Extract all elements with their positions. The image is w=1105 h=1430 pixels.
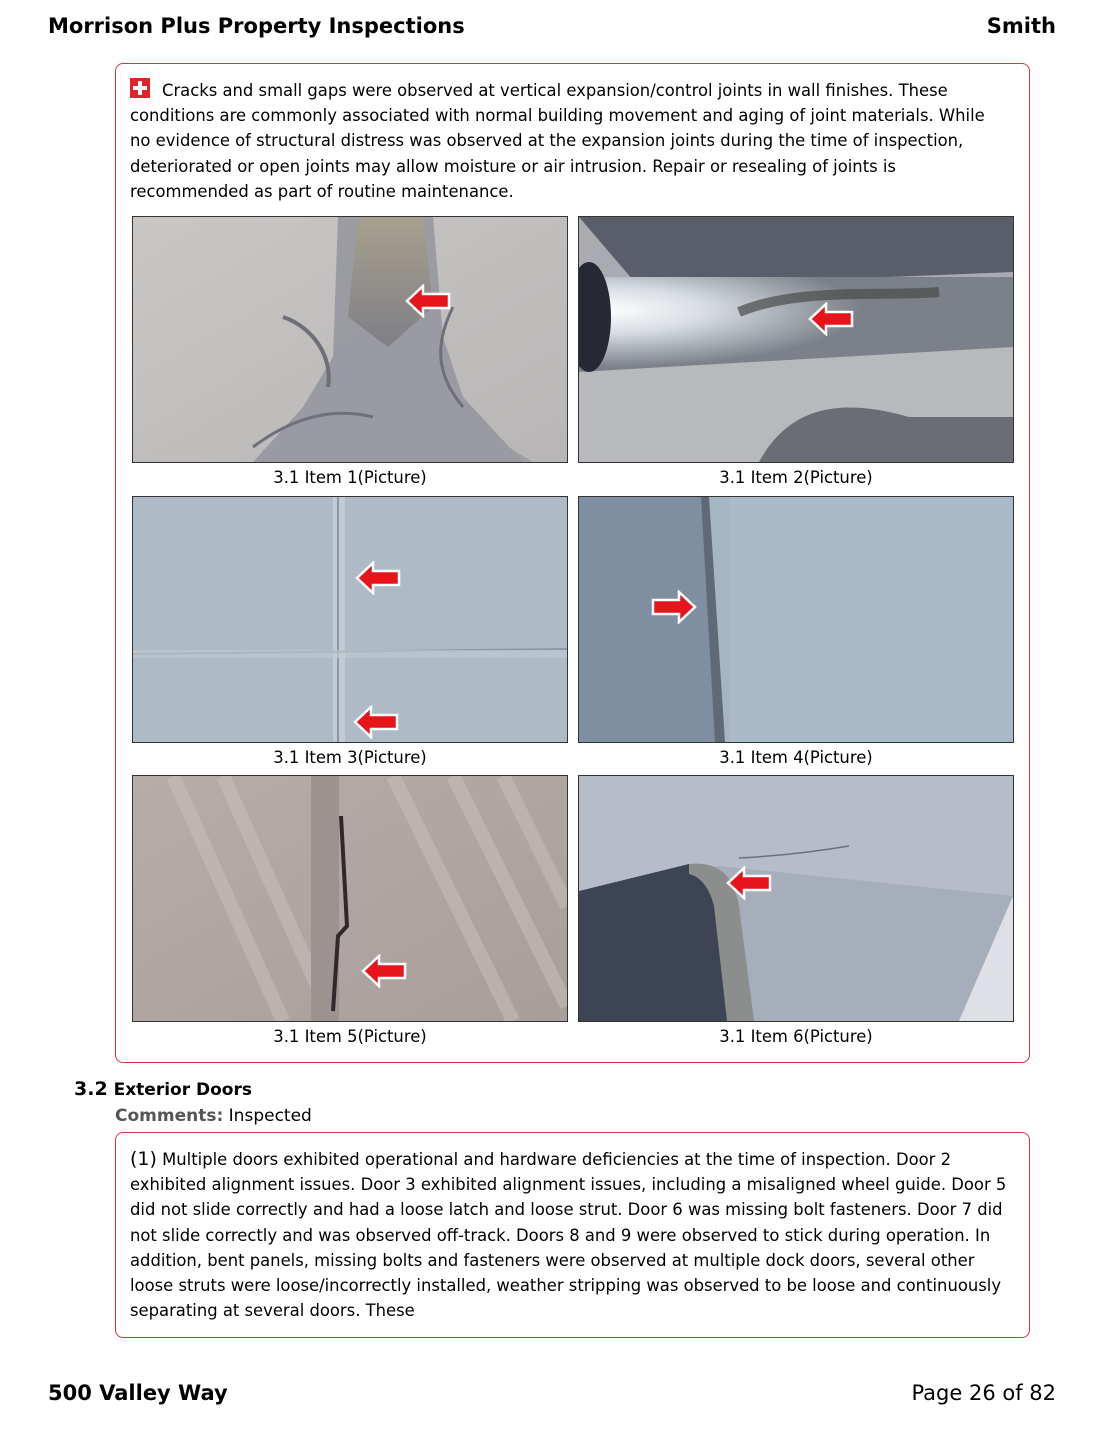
photo-item-6[interactable] <box>578 775 1014 1022</box>
comments-label: Comments: <box>115 1106 224 1126</box>
section-title: Exterior Doors <box>113 1080 252 1100</box>
red-arrow-left-icon <box>353 705 399 739</box>
photo-item-4[interactable] <box>578 496 1014 743</box>
comments-line <box>115 1106 312 1126</box>
red-arrow-left-icon <box>808 302 854 336</box>
company-name: Morrison Plus Property Inspections <box>48 14 465 38</box>
red-arrow-left-icon <box>726 866 772 900</box>
red-arrow-left-icon <box>355 561 401 595</box>
section-number: 3.2 <box>74 1078 108 1100</box>
red-arrow-right-icon <box>651 590 697 624</box>
defect-box-expansion-joints <box>115 63 1030 1063</box>
defect-description <box>130 1147 1009 1323</box>
defect-text: Multiple doors exhibited operational and hardware deficiencies at the time of inspection. Door 2 exhibited alignment issues. Door 3 exhibited alignment issues, including a misaligned wheel guide. Door 5 did not slide correctly and had a loose latch and loose strut. Door 6 was missing bolt fasteners. Door 7 did not slide correctly and was observed off-track. Doors 8 and 9 were observed to stick during operation. In addition, bent panels, missing bolts and fasteners were observed at multiple dock doors, several other loose struts were loose/incorrectly installed, weather stripping was observed to be loose and continuously separating at several doors. These <box>130 1150 1007 1321</box>
photo-caption: 3.1 Item 6(Picture) <box>719 1027 873 1046</box>
photo-caption: 3.1 Item 5(Picture) <box>273 1027 427 1046</box>
photo-caption: 3.1 Item 1(Picture) <box>273 468 427 487</box>
red-arrow-left-icon <box>405 284 451 318</box>
page-number: Page 26 of 82 <box>911 1381 1056 1405</box>
item-number: (1) <box>130 1148 157 1170</box>
defect-description <box>130 78 1009 204</box>
red-cross-flag-icon <box>130 78 150 98</box>
photo-item-2[interactable] <box>578 216 1014 463</box>
photo-item-3[interactable] <box>132 496 568 743</box>
photo-item-1[interactable] <box>132 216 568 463</box>
property-address: 500 Valley Way <box>48 1381 228 1405</box>
client-name: Smith <box>986 14 1056 38</box>
defect-text: Cracks and small gaps were observed at vertical expansion/control joints in wall finishes. These conditions are commonly associated with normal building movement and aging of joint materials. While no evidence of structural distress was observed at the expansion joints during the time of inspection, deteriorated or open joints may allow moisture or air intrusion. Repair or resealing of joints is recommended as part of routine maintenance. <box>130 81 985 201</box>
red-arrow-left-icon <box>361 954 407 988</box>
photo-caption: 3.1 Item 4(Picture) <box>719 748 873 767</box>
photo-caption: 3.1 Item 2(Picture) <box>719 468 873 487</box>
photo-item-5[interactable] <box>132 775 568 1022</box>
comments-value: Inspected <box>228 1106 312 1126</box>
section-heading <box>74 1078 252 1100</box>
defect-box-exterior-doors <box>115 1132 1030 1338</box>
photo-caption: 3.1 Item 3(Picture) <box>273 748 427 767</box>
